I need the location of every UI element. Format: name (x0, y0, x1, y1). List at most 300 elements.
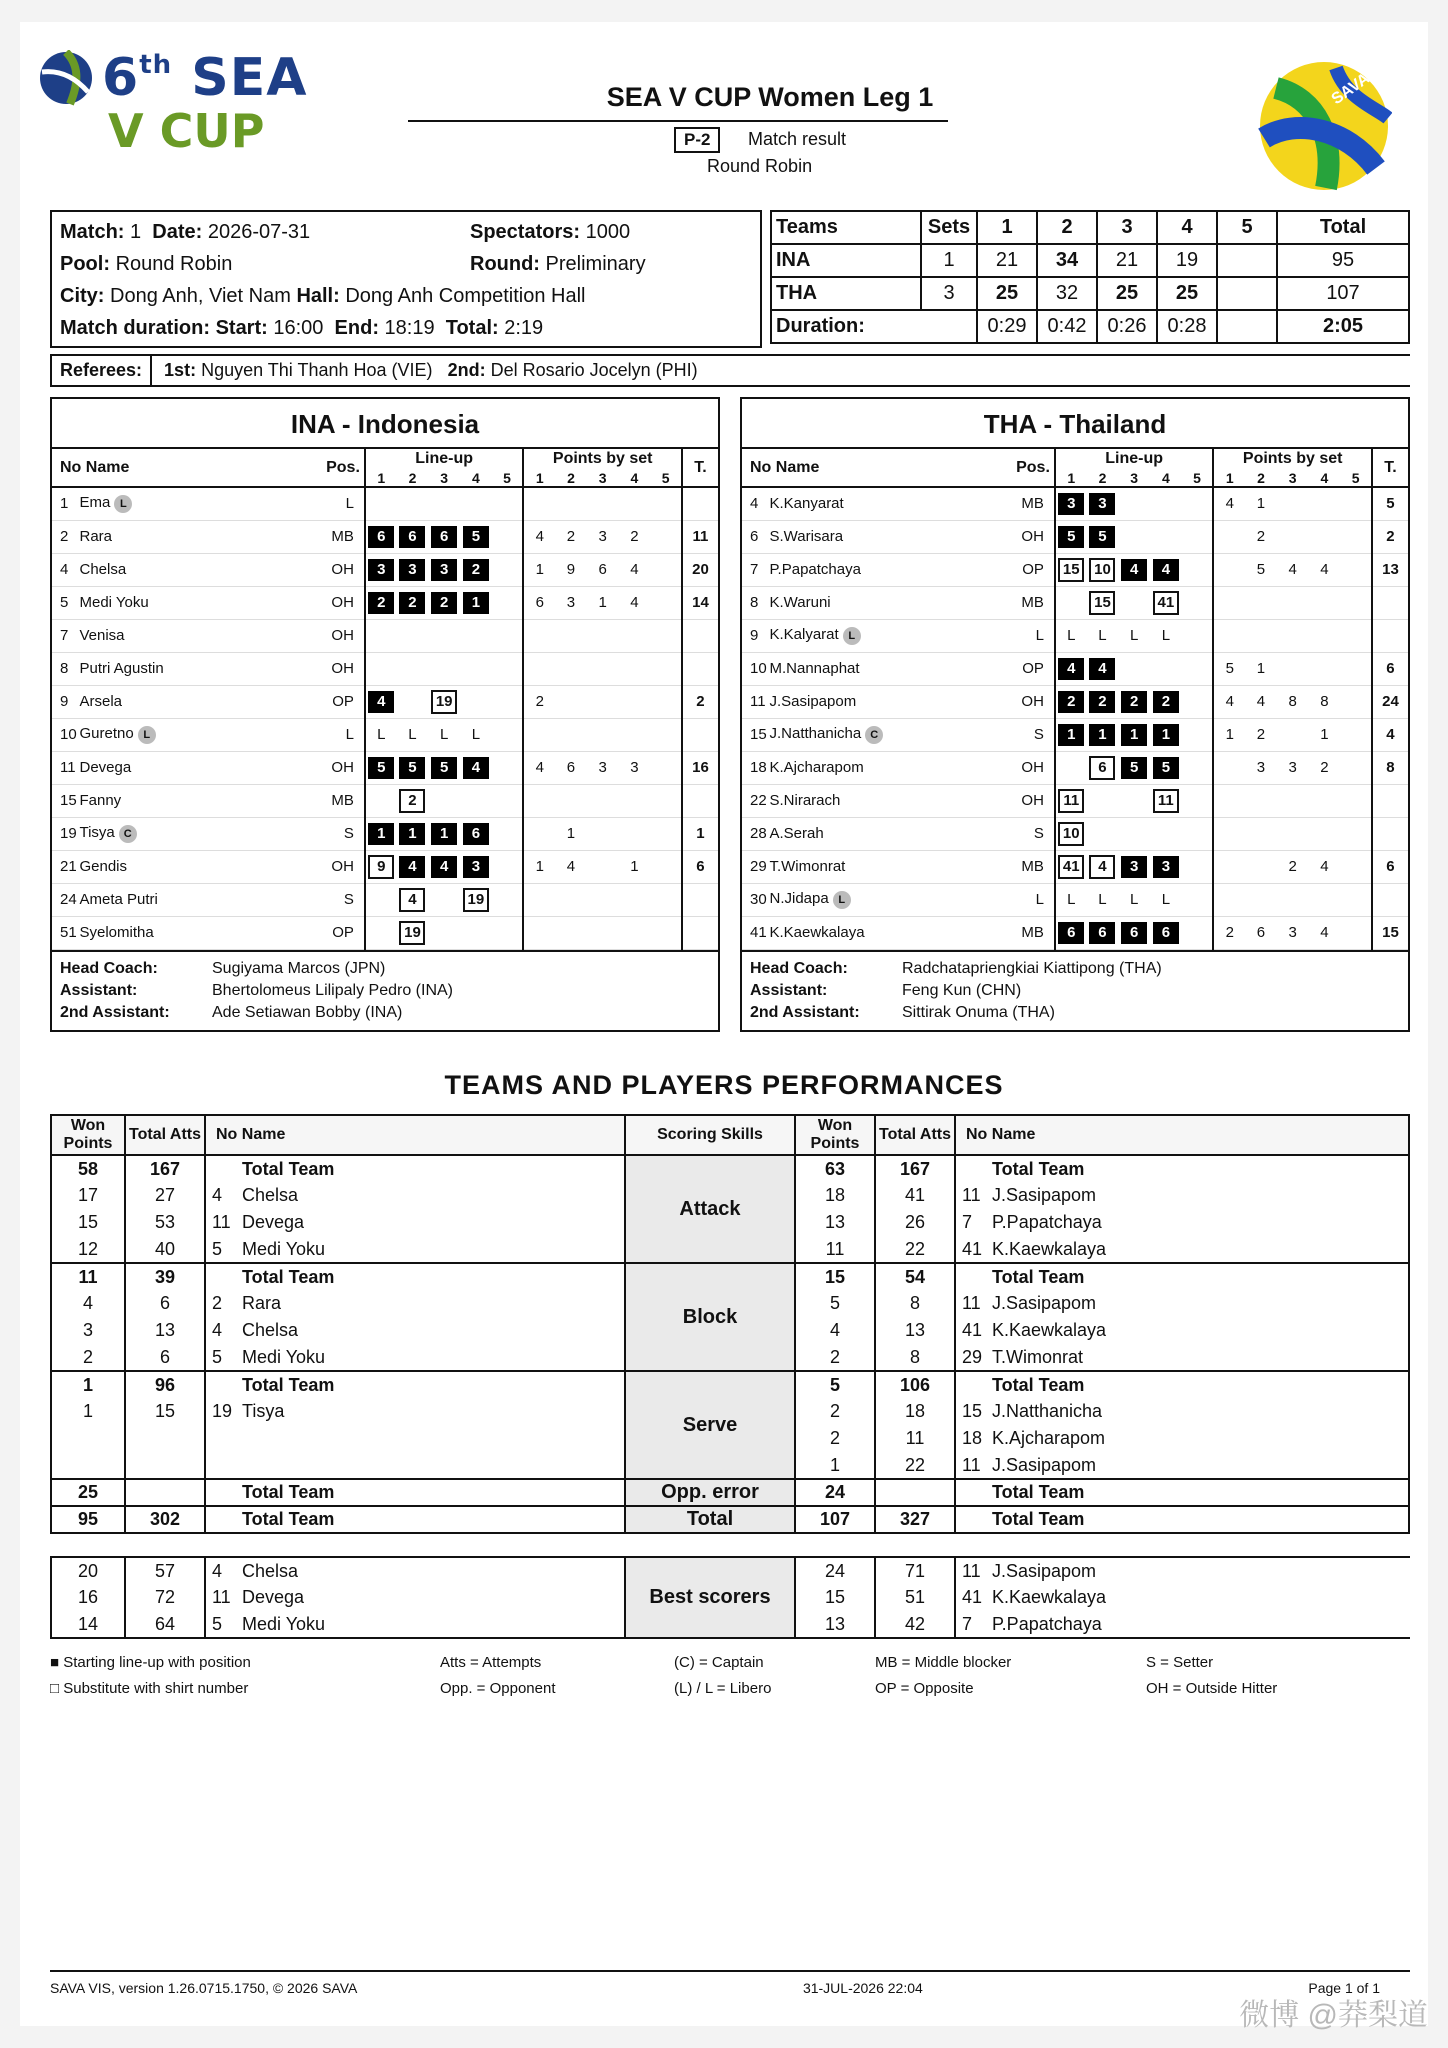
starting-position: 2 (463, 559, 489, 581)
set-points (1213, 520, 1245, 553)
lineup-cell (492, 817, 524, 850)
player-row (52, 784, 718, 817)
player-total-points (1372, 817, 1408, 850)
legend-item: OP = Opposite (875, 1680, 974, 1697)
set-points: 3 (555, 586, 587, 619)
scoring-skill: Serve (625, 1371, 795, 1479)
set-points: 1 (1213, 718, 1245, 751)
set-points (587, 487, 619, 520)
set-points (619, 487, 651, 520)
player-cell (205, 1398, 625, 1425)
doc-type: Match result (748, 129, 847, 149)
player-position: MB (981, 487, 1055, 520)
player-number: 24 (52, 883, 79, 916)
substitute-number: 19 (431, 690, 457, 714)
set-points (1213, 817, 1245, 850)
set-points (587, 916, 619, 949)
won-points: 2 (795, 1398, 875, 1425)
substitute-number: 19 (463, 888, 489, 912)
starting-position: 1 (368, 823, 394, 845)
player-row (52, 652, 718, 685)
player-name: Total Team (992, 1374, 1085, 1395)
lineup-cell (365, 784, 397, 817)
player-number: 41 (962, 1587, 983, 1607)
starting-position: 1 (431, 823, 457, 845)
set-points (587, 685, 619, 718)
set-points (1309, 487, 1341, 520)
player-number: 29 (962, 1346, 983, 1367)
won-points: 95 (51, 1506, 125, 1533)
coach-name: Feng Kun (CHN) (902, 981, 1022, 999)
player-cell (955, 1398, 1409, 1425)
player-position: L (981, 883, 1055, 916)
lineup-cell (492, 685, 524, 718)
lineup-cell (365, 850, 397, 883)
set-points (619, 652, 651, 685)
lineup-cell (1118, 586, 1150, 619)
set-points (619, 784, 651, 817)
won-points (51, 1425, 125, 1452)
lineup-cell (428, 883, 460, 916)
player-name: Ameta Putri (79, 891, 158, 908)
won-points: 1 (51, 1371, 125, 1398)
lineup-cell (428, 652, 460, 685)
starting-position: 1 (1153, 724, 1179, 746)
total-atts: 26 (875, 1209, 955, 1236)
set-points (1309, 652, 1341, 685)
lineup-cell (492, 553, 524, 586)
lineup-cell (1118, 652, 1150, 685)
set-points: 4 (1213, 685, 1245, 718)
header-total: T. (682, 449, 718, 487)
lineup-cell (1055, 784, 1087, 817)
player-name: K.Kanyarat (769, 495, 844, 513)
total-atts: 8 (875, 1344, 955, 1371)
total-atts: 27 (125, 1182, 205, 1209)
starting-position: 3 (1089, 493, 1115, 515)
player-cell (955, 1209, 1409, 1236)
player-position: OH (291, 850, 365, 883)
set-points (650, 520, 682, 553)
lineup-cell (428, 487, 460, 520)
header-no-name: No Name (955, 1115, 1409, 1155)
player-number: 18 (742, 751, 769, 784)
player-row (742, 652, 1408, 685)
set-points (1277, 784, 1309, 817)
set-points (1213, 850, 1245, 883)
set-points: 4 (1309, 553, 1341, 586)
player-row (742, 817, 1408, 850)
player-number: 22 (742, 784, 769, 817)
header-total: T. (1372, 449, 1408, 487)
lineup-cell (428, 916, 460, 949)
set-points (1277, 718, 1309, 751)
player-position: MB (291, 784, 365, 817)
player-name-cell (79, 520, 290, 553)
team-title: INA - Indonesia (52, 399, 718, 449)
header-lineup: Line-up (365, 449, 524, 469)
lineup-cell (492, 916, 524, 949)
header-set-number: 2 (555, 469, 587, 487)
set-points (1213, 784, 1245, 817)
player-row (52, 916, 718, 949)
player-name: Guretno (79, 725, 134, 742)
player-total-points: 1 (682, 817, 718, 850)
player-position: MB (981, 916, 1055, 949)
total-atts: 6 (125, 1290, 205, 1317)
header-set-number: 4 (1309, 469, 1341, 487)
player-row (742, 784, 1408, 817)
libero-mark: L (1067, 627, 1076, 644)
player-number: 11 (52, 751, 79, 784)
player-name: T.Wimonrat (769, 858, 846, 875)
starting-position: 4 (399, 856, 425, 878)
player-name: J.Natthanicha (992, 1401, 1103, 1421)
set-points (1245, 850, 1277, 883)
total-atts: 53 (125, 1209, 205, 1236)
player-name-cell (79, 916, 290, 949)
set-points (1309, 520, 1341, 553)
header-points: Points by set (523, 449, 682, 469)
won-points: 58 (51, 1155, 125, 1182)
won-points: 2 (795, 1344, 875, 1371)
won-points: 1 (51, 1398, 125, 1425)
player-name: Total Team (242, 1158, 335, 1179)
lineup-cell (428, 553, 460, 586)
player-name: Tisya (242, 1401, 285, 1421)
player-number: 4 (742, 487, 769, 520)
lineup-cell (1150, 718, 1182, 751)
lineup-cell (1055, 751, 1087, 784)
player-name-cell (769, 487, 980, 520)
set-points (650, 850, 682, 883)
starting-position: 1 (463, 592, 489, 614)
player-name: Medi Yoku (242, 1238, 326, 1259)
libero-badge: L (833, 891, 851, 909)
legend-item: ■ Starting line-up with position (50, 1654, 251, 1671)
player-name-cell (769, 619, 980, 652)
set-points: 6 (587, 553, 619, 586)
lineup-cell (1087, 850, 1119, 883)
header-set-number: 3 (1118, 469, 1150, 487)
player-name: K.Kalyarat (769, 626, 839, 643)
won-points: 14 (51, 1611, 125, 1638)
player-cell (205, 1371, 625, 1398)
player-cell (955, 1263, 1409, 1290)
total-atts: 327 (875, 1506, 955, 1533)
lineup-cell (460, 916, 492, 949)
player-number: 11 (962, 1560, 981, 1581)
player-total-points: 16 (682, 751, 718, 784)
player-name-cell (79, 850, 290, 883)
lineup-cell (460, 520, 492, 553)
header-won: Won Points (51, 1115, 125, 1155)
won-points: 11 (51, 1263, 125, 1290)
lineup-cell (1055, 586, 1087, 619)
lineup-cell (1182, 685, 1214, 718)
total-atts: 167 (125, 1155, 205, 1182)
player-total-points (1372, 586, 1408, 619)
set-points (650, 685, 682, 718)
starting-position: 5 (1058, 526, 1084, 548)
set-points: 3 (587, 520, 619, 553)
starting-position: 2 (368, 592, 394, 614)
starting-position: 4 (1089, 658, 1115, 680)
lineup-cell (1182, 850, 1214, 883)
lineup-cell (428, 685, 460, 718)
set-points: 1 (523, 850, 555, 883)
player-number: 1 (52, 487, 79, 520)
total-atts: 64 (125, 1611, 205, 1638)
coach-block (742, 950, 1408, 1030)
total-atts (125, 1452, 205, 1479)
set-points (1340, 553, 1372, 586)
header-set-number: 3 (1277, 469, 1309, 487)
performance-total-row (51, 1506, 1409, 1533)
legend-column (440, 1650, 556, 1702)
header-set-number: 1 (523, 469, 555, 487)
set-points (523, 718, 555, 751)
volleyball-logo-icon (38, 50, 94, 106)
legend-item: Opp. = Opponent (440, 1680, 556, 1697)
total-atts: 22 (875, 1452, 955, 1479)
lineup-cell (1087, 487, 1119, 520)
lineup-cell (1182, 487, 1214, 520)
total-atts: 8 (875, 1290, 955, 1317)
set-points (1340, 685, 1372, 718)
player-total-points: 24 (1372, 685, 1408, 718)
set-points: 4 (555, 850, 587, 883)
lineup-cell (365, 685, 397, 718)
player-name: Total Team (992, 1509, 1085, 1529)
player-name: Chelsa (79, 561, 127, 578)
header-points: Points by set (1213, 449, 1372, 469)
set-points: 4 (619, 586, 651, 619)
starting-position: 3 (1153, 856, 1179, 878)
substitute-number: 11 (1153, 789, 1179, 813)
set-points (523, 652, 555, 685)
lineup-cell (1150, 685, 1182, 718)
player-number: 11 (212, 1587, 231, 1607)
header-set-number: 3 (428, 469, 460, 487)
player-name-cell (769, 520, 980, 553)
player-row (52, 883, 718, 916)
set-points (1277, 652, 1309, 685)
starting-position: 2 (1121, 691, 1147, 713)
set-points (650, 652, 682, 685)
set-points (1309, 784, 1341, 817)
set-points: 4 (1245, 685, 1277, 718)
lineup-cell (460, 883, 492, 916)
player-position: L (981, 619, 1055, 652)
set-points: 2 (1213, 916, 1245, 949)
player-total-points: 13 (1372, 553, 1408, 586)
set-points (1213, 553, 1245, 586)
set-points (1340, 817, 1372, 850)
player-row (742, 718, 1408, 751)
won-points: 24 (824, 1560, 846, 1581)
player-total-points (682, 619, 718, 652)
player-row (742, 685, 1408, 718)
lineup-cell (1150, 520, 1182, 553)
set-points: 2 (619, 520, 651, 553)
set-points (587, 817, 619, 850)
starting-position: 5 (399, 757, 425, 779)
player-number: 5 (52, 586, 79, 619)
substitute-number: 10 (1058, 822, 1084, 846)
set-points: 5 (1213, 652, 1245, 685)
set-points: 8 (1309, 685, 1341, 718)
set-points: 3 (1277, 916, 1309, 949)
lineup-cell (492, 586, 524, 619)
set-points: 2 (1245, 520, 1277, 553)
lineup-cell (1055, 718, 1087, 751)
player-name: J.Sasipapom (992, 1560, 1097, 1581)
header-set-number: 1 (1213, 469, 1245, 487)
set-points (619, 883, 651, 916)
team-title: THA - Thailand (742, 399, 1408, 449)
player-name: Total Team (242, 1374, 335, 1395)
starting-position: 2 (431, 592, 457, 614)
lineup-cell (365, 652, 397, 685)
player-name-cell (769, 751, 980, 784)
player-name-cell (79, 652, 290, 685)
set-points: 2 (523, 685, 555, 718)
player-name: J.Sasipapom (992, 1185, 1097, 1205)
won-points: 20 (51, 1557, 125, 1584)
starting-position: 3 (368, 559, 394, 581)
header-set-number: 5 (492, 469, 524, 487)
header-lineup: Line-up (1055, 449, 1214, 469)
header-no-name: No Name (52, 449, 291, 487)
header-no-name: No Name (742, 449, 981, 487)
player-cell (205, 1452, 625, 1479)
lineup-cell (1087, 520, 1119, 553)
lineup-cell (397, 850, 429, 883)
player-name-cell (769, 718, 980, 751)
set-points (1245, 883, 1277, 916)
player-name-cell (79, 619, 290, 652)
set-points (1340, 652, 1372, 685)
player-number: 7 (742, 553, 769, 586)
set-points (1340, 784, 1372, 817)
lineup-cell (397, 487, 429, 520)
starting-position: 6 (368, 526, 394, 548)
player-number: 15 (962, 1401, 983, 1421)
player-cell (955, 1155, 1409, 1182)
set-points (523, 883, 555, 916)
won-points (51, 1452, 125, 1479)
player-number: 28 (742, 817, 769, 850)
substitute-number: 4 (399, 888, 425, 912)
sets-table: Teams Sets 1 2 3 4 5 Total INA 1 21 34 21 19 95 THA 3 25 32 25 25 107 Duration: 0:29 0:42 0:26 0:28 2:05 (770, 210, 1410, 344)
set-points (587, 784, 619, 817)
lineup-cell (1118, 718, 1150, 751)
total-atts: 96 (125, 1371, 205, 1398)
set-points (1213, 883, 1245, 916)
player-total-points (1372, 883, 1408, 916)
player-row (742, 619, 1408, 652)
player-position: OH (291, 751, 365, 784)
lineup-cell (1087, 652, 1119, 685)
legend-column (875, 1650, 1011, 1702)
player-name-cell (769, 685, 980, 718)
set-points (1340, 883, 1372, 916)
set-points (523, 916, 555, 949)
player-row (742, 553, 1408, 586)
page-title: SEA V CUP Women Leg 1 (606, 82, 934, 112)
player-total-points (1372, 784, 1408, 817)
player-name: K.Ajcharapom (992, 1428, 1106, 1448)
starting-position: 3 (431, 559, 457, 581)
starting-position: 1 (1058, 724, 1084, 746)
player-name: J.Natthanicha (769, 725, 862, 742)
player-name-cell (769, 817, 980, 850)
scoring-skill: Opp. error (625, 1479, 795, 1506)
legend-column (674, 1650, 771, 1702)
sets-row-ina: INA 1 21 34 21 19 95 (771, 244, 1409, 277)
player-total-points: 8 (1372, 751, 1408, 784)
won-points: 5 (795, 1371, 875, 1398)
lineup-cell (1087, 784, 1119, 817)
scoring-skill: Attack (625, 1155, 795, 1263)
set-points (555, 487, 587, 520)
roster-table (52, 449, 718, 950)
player-name-cell (769, 850, 980, 883)
lineup-cell (492, 520, 524, 553)
set-points: 4 (1277, 553, 1309, 586)
player-position: OH (291, 619, 365, 652)
player-cell (955, 1290, 1409, 1317)
player-row (52, 817, 718, 850)
performance-total-row (51, 1371, 1409, 1398)
starting-position: 4 (1121, 559, 1147, 581)
player-name-cell (769, 586, 980, 619)
libero-badge: L (114, 495, 132, 513)
sava-ball-logo-icon (1256, 58, 1392, 194)
lineup-cell (492, 883, 524, 916)
coach-name: Sittirak Onuma (THA) (902, 1003, 1055, 1021)
player-name-cell (79, 883, 290, 916)
starting-position: 5 (1121, 757, 1147, 779)
coach-role: Assistant: (60, 981, 138, 999)
player-position: MB (981, 850, 1055, 883)
starting-position: 3 (399, 559, 425, 581)
set-points: 4 (619, 553, 651, 586)
lineup-cell (1150, 586, 1182, 619)
set-points: 4 (1309, 916, 1341, 949)
player-total-points (682, 487, 718, 520)
player-number: 29 (742, 850, 769, 883)
lineup-cell (1087, 619, 1119, 652)
coach-line (750, 958, 1400, 980)
lineup-cell (460, 850, 492, 883)
player-cell (205, 1263, 625, 1290)
set-points (619, 718, 651, 751)
set-points (650, 817, 682, 850)
substitute-number: 9 (368, 855, 394, 879)
player-number: 11 (962, 1454, 981, 1475)
set-points: 2 (555, 520, 587, 553)
player-number: 15 (52, 784, 79, 817)
match-info-box: Match: 1 Date: 2026-07-31 Spectators: 1000 Pool: Round Robin Round: Preliminary City: Dong Anh, Viet Nam Hall: Dong Anh Competition Hall Match duration: Start: 16:00 End: 18:19 Total: 2:19 (50, 210, 762, 348)
player-position: S (981, 718, 1055, 751)
total-atts: 167 (875, 1155, 955, 1182)
player-cell (205, 1557, 625, 1584)
player-position: OH (981, 520, 1055, 553)
set-points (1340, 916, 1372, 949)
won-points: 5 (795, 1290, 875, 1317)
